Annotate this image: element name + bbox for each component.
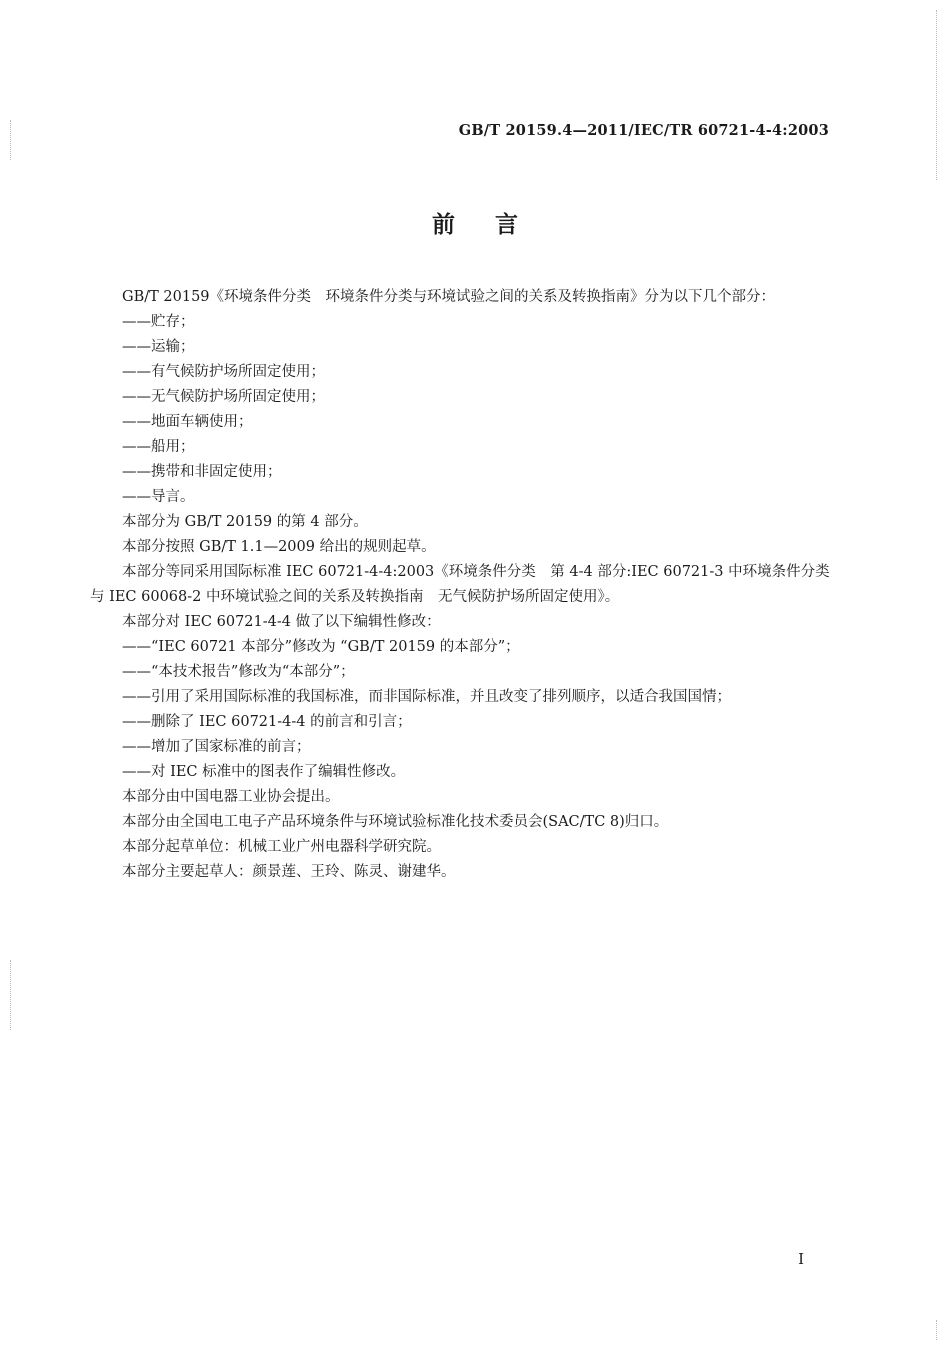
edit-item: ——“本技术报告”修改为“本部分”；: [122, 664, 355, 680]
part-item: ——无气候防护场所固定使用；: [122, 389, 325, 405]
part-item: ——携带和非固定使用；: [122, 464, 282, 480]
edit-item: ——对 IEC 标准中的图表作了编辑性修改。: [122, 764, 406, 780]
edits-statement: 本部分对 IEC 60721-4-4 做了以下编辑性修改：: [122, 614, 441, 630]
edit-item: ——“IEC 60721 本部分”修改为 “GB/T 20159 的本部分”；: [122, 639, 520, 655]
standard-identifier: GB/T 20159.4—2011/IEC/TR 60721-4-4:2003: [458, 122, 829, 139]
margin-mark: [10, 120, 13, 160]
page-title: 前言: [432, 211, 558, 238]
adoption-statement: 本部分等同采用国际标准 IEC 60721-4-4:2003《环境条件分类 第 4-4 部分:IEC 60721-3 中环境条件分类与 IEC 60068-2 中环境试验之间的关系及转换指南 无气候防护场所固定使用》。: [90, 564, 830, 605]
part-item: ——有气候防护场所固定使用；: [122, 364, 325, 380]
foreword-body: [90, 285, 830, 885]
rules-statement: 本部分按照 GB/T 1.1—2009 给出的规则起草。: [122, 539, 436, 555]
part-item: ——船用；: [122, 439, 195, 455]
margin-mark: [10, 960, 13, 1030]
intro-paragraph: GB/T 20159《环境条件分类 环境条件分类与环境试验之间的关系及转换指南》分为以下几个部分：: [122, 289, 776, 305]
part-item: ——运输；: [122, 339, 195, 355]
page-number: I: [798, 1250, 804, 1268]
drafter-statement: 本部分起草单位：机械工业广州电器科学研究院。: [122, 839, 441, 855]
margin-mark: [936, 10, 939, 180]
edit-item: ——引用了采用国际标准的我国标准，而非国际标准，并且改变了排列顺序，以适合我国国情；: [122, 689, 731, 705]
proposer-statement: 本部分由中国电器工业协会提出。: [122, 789, 340, 805]
part-item: ——贮存；: [122, 314, 195, 330]
margin-mark: [936, 1320, 939, 1340]
part-item: ——导言。: [122, 489, 195, 505]
committee-statement: 本部分由全国电工电子产品环境条件与环境试验标准化技术委员会(SAC/TC 8)归口。: [122, 814, 669, 830]
authors-statement: 本部分主要起草人：颜景莲、王玲、陈灵、谢建华。: [122, 864, 456, 880]
part-statement: 本部分为 GB/T 20159 的第 4 部分。: [122, 514, 368, 530]
part-item: ——地面车辆使用；: [122, 414, 253, 430]
edit-item: ——增加了国家标准的前言；: [122, 739, 311, 755]
edit-item: ——删除了 IEC 60721-4-4 的前言和引言；: [122, 714, 412, 730]
